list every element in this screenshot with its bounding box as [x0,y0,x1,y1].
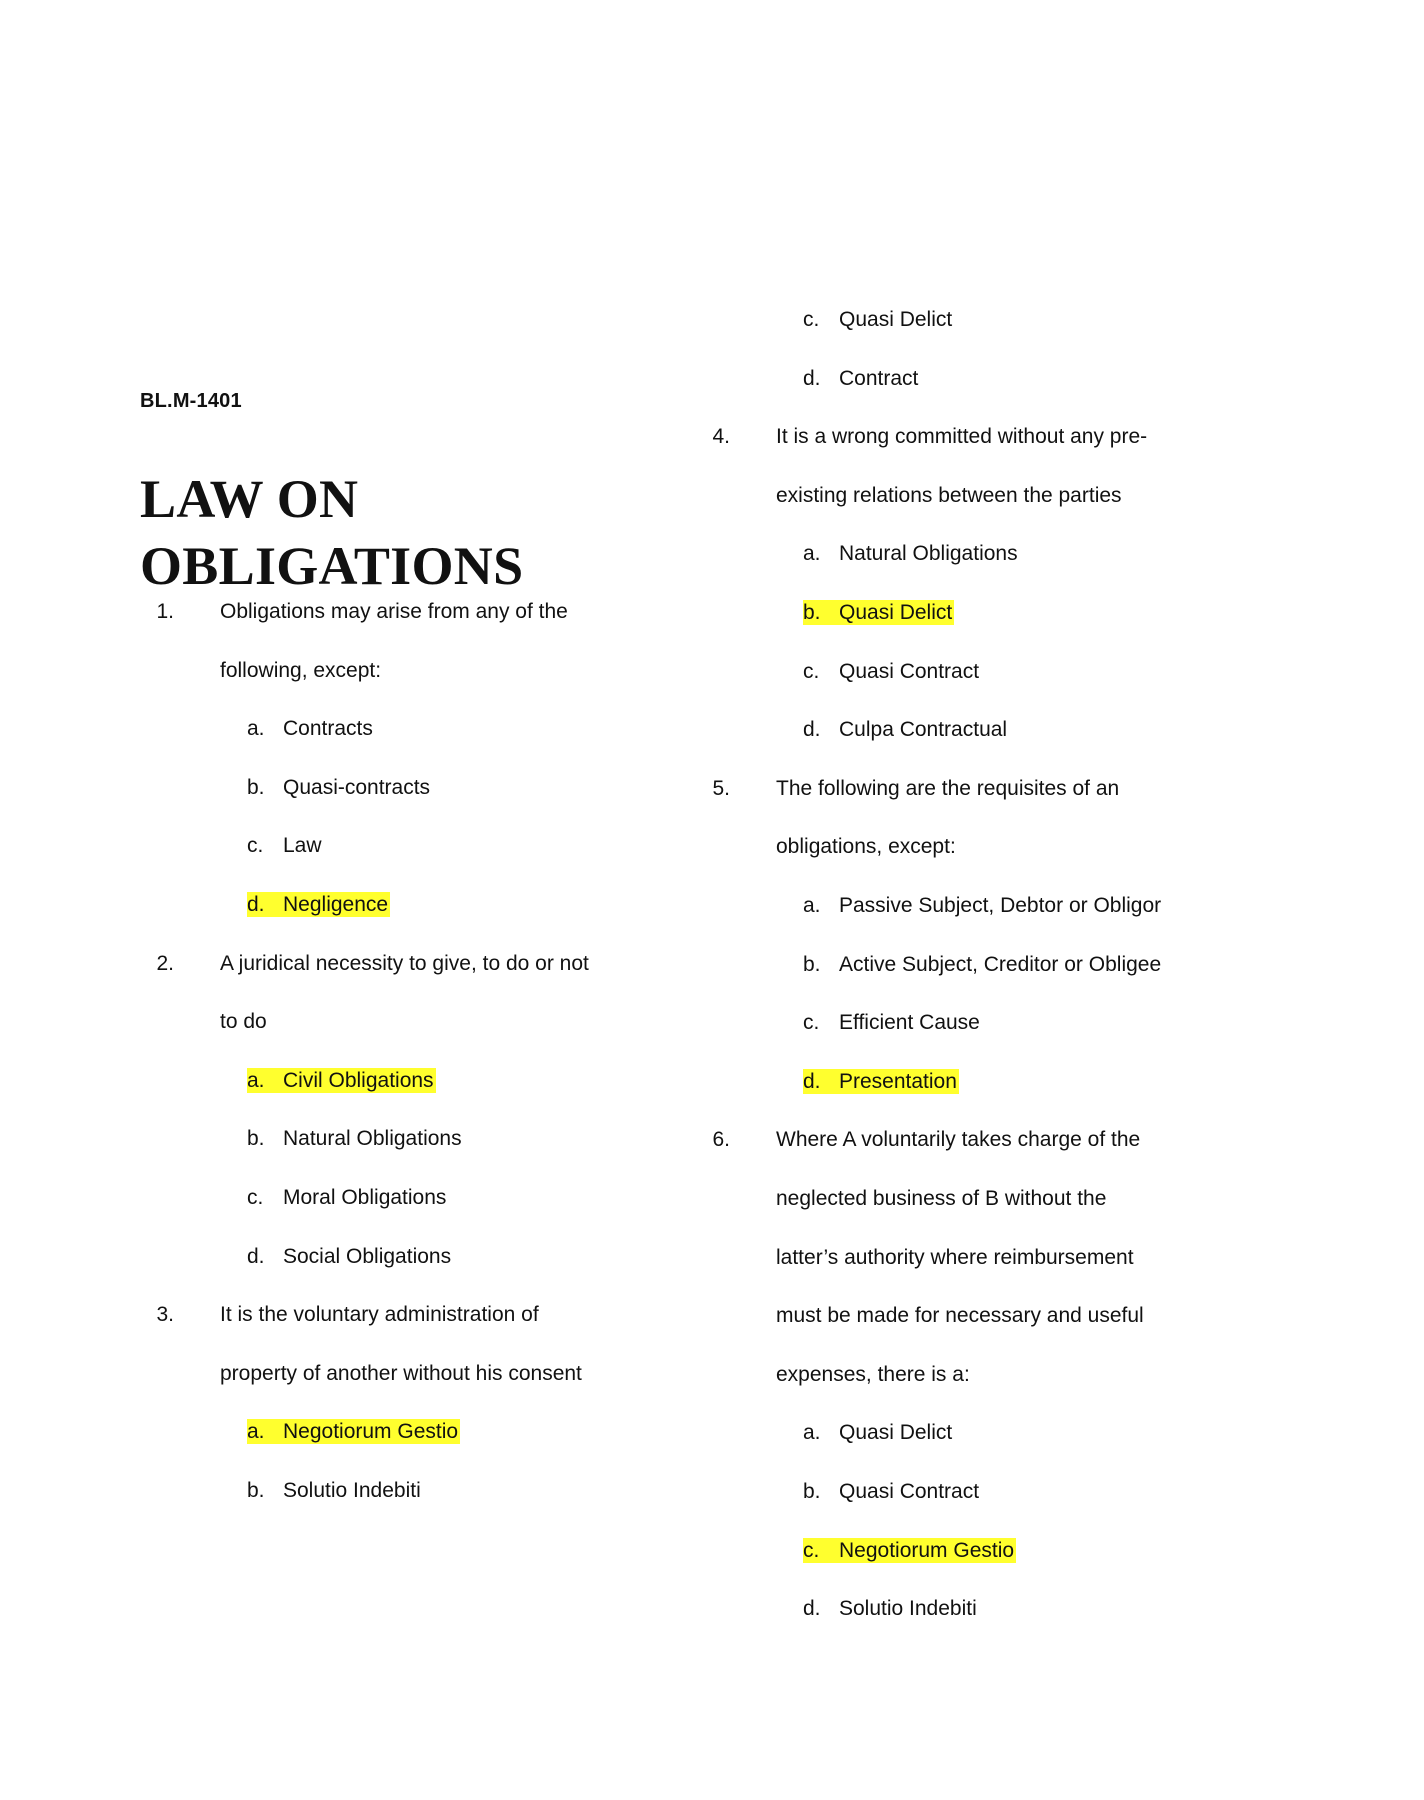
option-text: Presentation [839,1069,957,1093]
option-letter: b. [803,952,821,976]
option-text: Solutio Indebiti [839,1597,977,1621]
title-line-2: OBLIGATIONS [140,536,524,596]
option-letter: c. [247,1186,264,1209]
highlighted-answer [803,1538,1016,1563]
answer-option [247,1242,451,1272]
highlighted-answer [803,600,954,625]
option-text: Social Obligations [283,1244,452,1268]
question-text-line: obligations, except: [776,835,956,859]
question-text-line: It is a wrong committed without any pre- [776,425,1148,449]
highlighted-answer [247,1419,460,1444]
option-text: Contracts [283,717,373,741]
option-content [803,953,1161,976]
option-text: Quasi-contracts [283,775,431,799]
option-content [247,717,373,740]
option-content [803,660,979,683]
option-text: Passive Subject, Debtor or Obligor [839,894,1162,917]
option-content [803,1011,980,1034]
question-number: 2. [156,951,174,975]
option-content [803,1597,977,1620]
option-text: Negligence [283,893,389,916]
question-text-line: The following are the requisites of an [776,776,1120,800]
option-letter: d. [247,1244,265,1268]
option-letter: c. [803,659,820,683]
option-text: Moral Obligations [283,1186,447,1209]
option-text: Quasi Delict [839,308,953,331]
highlighted-answer [803,1069,959,1094]
question-number: 3. [156,1303,174,1327]
option-content [247,1479,421,1502]
answer-option [803,1418,952,1448]
option-letter: a. [247,717,265,741]
option-text: Quasi Delict [839,601,953,624]
option-letter: c. [247,834,264,858]
page-title [140,466,523,600]
option-text: Contract [839,366,919,390]
option-text: Solutio Indebiti [283,1479,421,1502]
answer-option [247,773,430,803]
option-letter: a. [803,894,821,917]
question-text-line: A juridical necessity to give, to do or not [220,951,589,975]
option-content [247,1127,462,1150]
option-content [247,776,430,799]
answer-option [803,950,1161,980]
answer-option [803,598,954,628]
question-number: 4. [712,425,730,449]
option-letter: d. [803,1069,821,1093]
option-text: Law [283,834,322,858]
option-letter: d. [247,893,265,916]
answer-option [247,1124,462,1154]
answer-option [803,715,1007,745]
option-text: Efficient Cause [839,1011,980,1035]
answer-option [803,305,952,335]
option-letter: c. [803,308,820,331]
answer-option [803,539,1018,569]
question-number: 1. [156,600,174,623]
option-letter: a. [803,1421,821,1445]
option-letter: b. [247,775,265,799]
option-text: Quasi Delict [839,1421,953,1445]
question-text-line: following, except: [220,658,382,682]
question-text-line: Where A voluntarily takes charge of the [776,1128,1141,1152]
option-letter: c. [803,1011,820,1035]
option-content [803,1480,979,1503]
option-letter: d. [803,718,821,742]
option-text: Quasi Contract [839,659,980,683]
option-content [803,542,1018,565]
question-text-line: expenses, there is a: [776,1362,970,1386]
question-text-line: existing relations between the parties [776,483,1122,507]
option-content [247,834,322,857]
answer-option [247,890,390,920]
question-text-line: It is the voluntary administration of [220,1303,539,1327]
option-letter: b. [803,1480,821,1503]
answer-option [247,1183,446,1213]
option-content [803,367,918,390]
option-letter: b. [247,1127,265,1151]
answer-option [803,891,1161,921]
answer-option [247,1066,436,1096]
option-text: Culpa Contractual [839,718,1008,742]
question-number: 5. [712,776,730,800]
option-text: Active Subject, Creditor or Obligee [839,952,1162,976]
option-content [803,718,1007,741]
option-letter: a. [247,1068,265,1092]
answer-option [803,1594,977,1624]
option-text: Negotiorum Gestio [839,1538,1015,1562]
option-text: Negotiorum Gestio [283,1420,459,1444]
question-text-line: neglected business of B without the [776,1187,1107,1210]
option-letter: b. [803,601,821,624]
highlighted-answer [247,892,390,917]
answer-option [247,831,322,861]
option-content [803,894,1161,917]
question-text-line: to do [220,1010,267,1034]
option-letter: b. [247,1479,265,1502]
question-text-line: must be made for necessary and useful [776,1304,1144,1328]
answer-option [247,1476,421,1506]
option-content [803,308,952,331]
course-code: BL.M-1401 [140,390,242,412]
option-letter: a. [803,542,821,566]
answer-option [803,1536,1016,1566]
answer-option [803,657,979,687]
answer-option [247,1417,460,1447]
question-text-line: property of another without his consent [220,1361,582,1385]
question-text-line: latter’s authority where reimbursement [776,1245,1134,1269]
answer-option [247,714,373,744]
highlighted-answer [247,1068,436,1093]
question-number: 6. [712,1128,730,1152]
answer-option [803,1477,979,1507]
option-letter: a. [247,1420,265,1444]
option-text: Quasi Contract [839,1480,980,1503]
option-content [803,1421,952,1444]
answer-option [803,1067,959,1097]
option-text: Natural Obligations [283,1127,462,1151]
option-letter: c. [803,1538,820,1562]
option-text: Natural Obligations [839,542,1018,566]
option-letter: d. [803,1597,821,1621]
title-line-1: LAW ON [140,469,359,529]
option-text: Civil Obligations [283,1068,434,1092]
question-text-line: Obligations may arise from any of the [220,600,568,623]
option-content [247,1186,446,1209]
option-content [247,1245,451,1268]
answer-option [803,364,918,394]
answer-option [803,1008,980,1038]
option-letter: d. [803,366,821,390]
